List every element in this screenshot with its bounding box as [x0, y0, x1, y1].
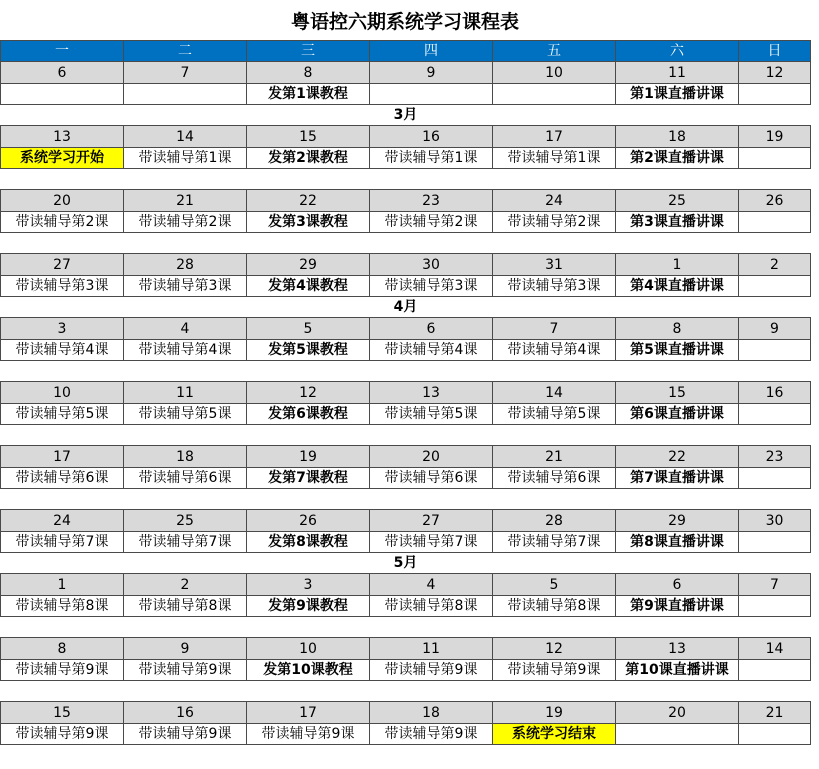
date-cell: 4	[124, 318, 247, 340]
date-cell: 11	[616, 62, 739, 84]
date-cell: 15	[1, 702, 124, 724]
activity-row	[1, 404, 811, 425]
reading-tutoring-cell: 带读辅导第5课	[124, 404, 247, 425]
reading-tutoring-cell: 带读辅导第3课	[124, 276, 247, 297]
reading-tutoring-cell: 带读辅导第7课	[493, 532, 616, 553]
month-label: 3月	[1, 105, 811, 126]
reading-tutoring-cell: 带读辅导第9课	[1, 724, 124, 745]
date-cell: 9	[370, 62, 493, 84]
reading-tutoring-cell: 带读辅导第8课	[370, 596, 493, 617]
date-cell: 29	[247, 254, 370, 276]
date-cell: 9	[124, 638, 247, 660]
weekday-header-cell: 六	[616, 41, 739, 62]
reading-tutoring-cell: 带读辅导第4课	[124, 340, 247, 361]
reading-tutoring-cell: 带读辅导第9课	[247, 724, 370, 745]
reading-tutoring-cell: 带读辅导第3课	[1, 276, 124, 297]
live-class-cell: 第3课直播讲课	[616, 212, 739, 233]
live-class-cell: 第1课直播讲课	[616, 84, 739, 105]
date-cell: 11	[370, 638, 493, 660]
empty-cell	[739, 84, 811, 105]
activity-row	[1, 660, 811, 681]
weekday-header-cell: 日	[739, 41, 811, 62]
month-label: 4月	[1, 297, 811, 318]
date-cell: 9	[739, 318, 811, 340]
date-cell: 6	[616, 574, 739, 596]
reading-tutoring-cell: 带读辅导第9课	[493, 660, 616, 681]
live-class-cell: 第4课直播讲课	[616, 276, 739, 297]
date-cell: 8	[616, 318, 739, 340]
milestone-cell: 系统学习开始	[1, 148, 124, 169]
date-cell: 10	[247, 638, 370, 660]
activity-row	[1, 340, 811, 361]
date-cell: 21	[493, 446, 616, 468]
date-cell: 6	[1, 62, 124, 84]
date-cell: 30	[739, 510, 811, 532]
reading-tutoring-cell: 带读辅导第6课	[1, 468, 124, 489]
date-cell: 1	[1, 574, 124, 596]
date-cell: 27	[1, 254, 124, 276]
empty-cell	[739, 596, 811, 617]
date-cell: 20	[616, 702, 739, 724]
lesson-release-cell: 发第2课教程	[247, 148, 370, 169]
date-cell: 27	[370, 510, 493, 532]
month-separator-row	[1, 361, 811, 382]
date-cell: 26	[247, 510, 370, 532]
reading-tutoring-cell: 带读辅导第8课	[493, 596, 616, 617]
date-cell: 7	[493, 318, 616, 340]
reading-tutoring-cell: 带读辅导第1课	[493, 148, 616, 169]
date-cell: 13	[616, 638, 739, 660]
date-cell: 25	[124, 510, 247, 532]
month-label	[1, 425, 811, 446]
date-cell: 2	[739, 254, 811, 276]
reading-tutoring-cell: 带读辅导第2课	[1, 212, 124, 233]
date-cell: 15	[247, 126, 370, 148]
date-row	[1, 510, 811, 532]
month-separator-row	[1, 169, 811, 190]
date-cell: 20	[370, 446, 493, 468]
date-cell: 18	[370, 702, 493, 724]
reading-tutoring-cell: 带读辅导第5课	[493, 404, 616, 425]
reading-tutoring-cell: 带读辅导第9课	[124, 660, 247, 681]
weekday-header-cell: 五	[493, 41, 616, 62]
reading-tutoring-cell: 带读辅导第9课	[124, 724, 247, 745]
month-separator-row	[1, 233, 811, 254]
date-row	[1, 446, 811, 468]
date-cell: 23	[739, 446, 811, 468]
date-cell: 1	[616, 254, 739, 276]
reading-tutoring-cell: 带读辅导第2课	[493, 212, 616, 233]
reading-tutoring-cell: 带读辅导第3课	[370, 276, 493, 297]
date-cell: 12	[493, 638, 616, 660]
date-cell: 14	[739, 638, 811, 660]
date-cell: 5	[493, 574, 616, 596]
month-separator-row	[1, 617, 811, 638]
date-cell: 16	[370, 126, 493, 148]
date-cell: 2	[124, 574, 247, 596]
empty-cell	[493, 84, 616, 105]
lesson-release-cell: 发第1课教程	[247, 84, 370, 105]
date-cell: 19	[247, 446, 370, 468]
date-cell: 17	[493, 126, 616, 148]
date-cell: 13	[370, 382, 493, 404]
date-row	[1, 574, 811, 596]
date-cell: 18	[124, 446, 247, 468]
empty-cell	[739, 212, 811, 233]
month-separator-row	[1, 297, 811, 318]
activity-row	[1, 212, 811, 233]
lesson-release-cell: 发第8课教程	[247, 532, 370, 553]
weekday-header-cell: 四	[370, 41, 493, 62]
schedule-table	[0, 40, 811, 745]
date-cell: 19	[739, 126, 811, 148]
month-label	[1, 233, 811, 254]
date-cell: 24	[1, 510, 124, 532]
lesson-release-cell: 发第6课教程	[247, 404, 370, 425]
date-cell: 30	[370, 254, 493, 276]
date-cell: 5	[247, 318, 370, 340]
live-class-cell: 第5课直播讲课	[616, 340, 739, 361]
date-cell: 12	[739, 62, 811, 84]
empty-cell	[1, 84, 124, 105]
activity-row	[1, 468, 811, 489]
reading-tutoring-cell: 带读辅导第9课	[370, 724, 493, 745]
activity-row	[1, 148, 811, 169]
date-row	[1, 62, 811, 84]
reading-tutoring-cell: 带读辅导第7课	[1, 532, 124, 553]
month-separator-row	[1, 425, 811, 446]
date-cell: 14	[124, 126, 247, 148]
reading-tutoring-cell: 带读辅导第7课	[124, 532, 247, 553]
lesson-release-cell: 发第4课教程	[247, 276, 370, 297]
date-cell: 4	[370, 574, 493, 596]
month-label: 5月	[1, 553, 811, 574]
date-cell: 31	[493, 254, 616, 276]
month-separator-row	[1, 553, 811, 574]
activity-row	[1, 84, 811, 105]
lesson-release-cell: 发第5课教程	[247, 340, 370, 361]
empty-cell	[370, 84, 493, 105]
reading-tutoring-cell: 带读辅导第9课	[370, 660, 493, 681]
reading-tutoring-cell: 带读辅导第6课	[493, 468, 616, 489]
month-label	[1, 361, 811, 382]
date-cell: 8	[1, 638, 124, 660]
month-label	[1, 681, 811, 702]
lesson-release-cell: 发第7课教程	[247, 468, 370, 489]
date-cell: 10	[493, 62, 616, 84]
date-cell: 22	[247, 190, 370, 212]
empty-cell	[739, 276, 811, 297]
month-label	[1, 489, 811, 510]
month-separator-row	[1, 681, 811, 702]
weekday-header-cell: 一	[1, 41, 124, 62]
reading-tutoring-cell: 带读辅导第7课	[370, 532, 493, 553]
date-cell: 13	[1, 126, 124, 148]
month-label	[1, 169, 811, 190]
date-cell: 12	[247, 382, 370, 404]
live-class-cell: 第9课直播讲课	[616, 596, 739, 617]
date-row	[1, 638, 811, 660]
date-cell: 29	[616, 510, 739, 532]
month-separator-row	[1, 489, 811, 510]
date-cell: 26	[739, 190, 811, 212]
empty-cell	[739, 148, 811, 169]
date-cell: 28	[493, 510, 616, 532]
date-cell: 3	[247, 574, 370, 596]
reading-tutoring-cell: 带读辅导第2课	[124, 212, 247, 233]
date-row	[1, 254, 811, 276]
date-cell: 8	[247, 62, 370, 84]
empty-cell	[739, 660, 811, 681]
date-cell: 18	[616, 126, 739, 148]
weekday-header-cell: 二	[124, 41, 247, 62]
empty-cell	[739, 468, 811, 489]
date-cell: 7	[124, 62, 247, 84]
date-row	[1, 318, 811, 340]
reading-tutoring-cell: 带读辅导第4课	[1, 340, 124, 361]
empty-cell	[739, 404, 811, 425]
lesson-release-cell: 发第10课教程	[247, 660, 370, 681]
date-cell: 25	[616, 190, 739, 212]
weekday-header-row	[1, 41, 811, 62]
date-cell: 19	[493, 702, 616, 724]
empty-cell	[739, 724, 811, 745]
empty-cell	[739, 532, 811, 553]
date-cell: 10	[1, 382, 124, 404]
activity-row	[1, 596, 811, 617]
live-class-cell: 第2课直播讲课	[616, 148, 739, 169]
date-row	[1, 190, 811, 212]
month-separator-row	[1, 105, 811, 126]
date-cell: 16	[124, 702, 247, 724]
live-class-cell: 第10课直播讲课	[616, 660, 739, 681]
activity-row	[1, 532, 811, 553]
reading-tutoring-cell: 带读辅导第1课	[124, 148, 247, 169]
date-cell: 7	[739, 574, 811, 596]
empty-cell	[616, 724, 739, 745]
reading-tutoring-cell: 带读辅导第4课	[370, 340, 493, 361]
date-cell: 20	[1, 190, 124, 212]
lesson-release-cell: 发第9课教程	[247, 596, 370, 617]
date-cell: 16	[739, 382, 811, 404]
date-cell: 24	[493, 190, 616, 212]
reading-tutoring-cell: 带读辅导第2课	[370, 212, 493, 233]
date-cell: 22	[616, 446, 739, 468]
date-row	[1, 126, 811, 148]
reading-tutoring-cell: 带读辅导第3课	[493, 276, 616, 297]
activity-row	[1, 276, 811, 297]
date-row	[1, 702, 811, 724]
date-cell: 17	[1, 446, 124, 468]
empty-cell	[739, 340, 811, 361]
month-label	[1, 617, 811, 638]
activity-row	[1, 724, 811, 745]
date-cell: 14	[493, 382, 616, 404]
date-cell: 6	[370, 318, 493, 340]
date-cell: 21	[124, 190, 247, 212]
date-cell: 17	[247, 702, 370, 724]
weekday-header-cell: 三	[247, 41, 370, 62]
reading-tutoring-cell: 带读辅导第4课	[493, 340, 616, 361]
date-cell: 11	[124, 382, 247, 404]
empty-cell	[124, 84, 247, 105]
reading-tutoring-cell: 带读辅导第9课	[1, 660, 124, 681]
reading-tutoring-cell: 带读辅导第6课	[370, 468, 493, 489]
live-class-cell: 第7课直播讲课	[616, 468, 739, 489]
date-cell: 23	[370, 190, 493, 212]
live-class-cell: 第6课直播讲课	[616, 404, 739, 425]
milestone-cell: 系统学习结束	[493, 724, 616, 745]
reading-tutoring-cell: 带读辅导第1课	[370, 148, 493, 169]
date-cell: 21	[739, 702, 811, 724]
reading-tutoring-cell: 带读辅导第5课	[1, 404, 124, 425]
date-cell: 28	[124, 254, 247, 276]
reading-tutoring-cell: 带读辅导第5课	[370, 404, 493, 425]
date-cell: 3	[1, 318, 124, 340]
reading-tutoring-cell: 带读辅导第8课	[124, 596, 247, 617]
lesson-release-cell: 发第3课教程	[247, 212, 370, 233]
reading-tutoring-cell: 带读辅导第8课	[1, 596, 124, 617]
page-title: 粤语控六期系统学习课程表	[290, 10, 519, 33]
reading-tutoring-cell: 带读辅导第6课	[124, 468, 247, 489]
live-class-cell: 第8课直播讲课	[616, 532, 739, 553]
date-cell: 15	[616, 382, 739, 404]
date-row	[1, 382, 811, 404]
